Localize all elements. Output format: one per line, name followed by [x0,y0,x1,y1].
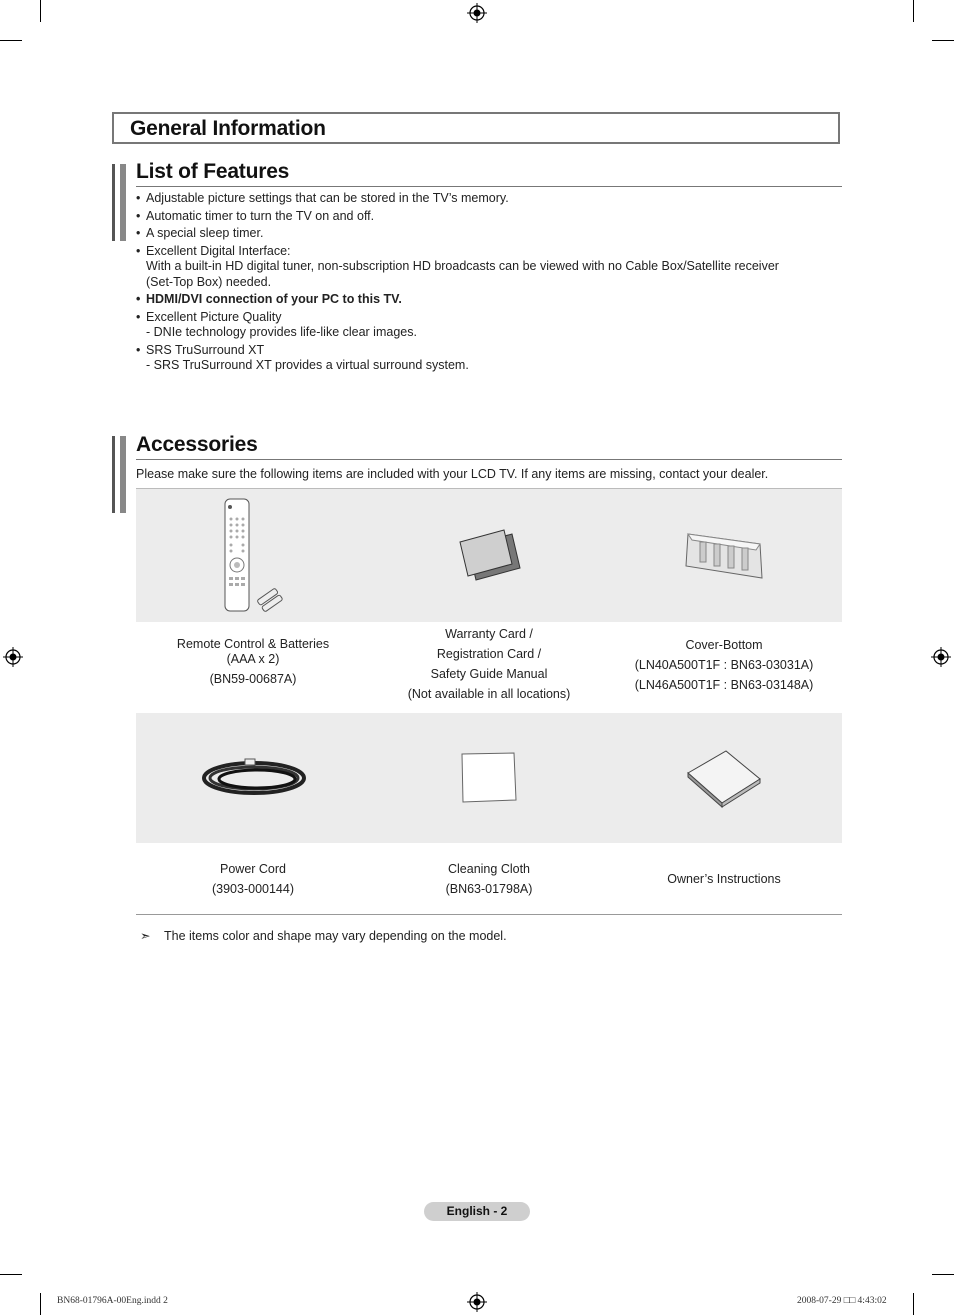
crop-mark [913,1293,914,1315]
page-number-badge: English - 2 [424,1202,530,1221]
accessories-intro: Please make sure the following items are included with your LCD TV. If any items are missing, contact your dealer. [136,467,769,481]
section-marker [112,436,126,513]
note-arrow-icon: ➣ [140,929,151,943]
crop-mark [913,0,914,22]
registration-mark-icon [467,3,487,23]
crop-mark [0,1274,22,1275]
feature-detail: - SRS TruSurround XT provides a virtual surround system. [146,358,469,372]
feature-item: • SRS TruSurround XT - SRS TruSurround XT provides a virtual surround system. [136,343,826,374]
feature-item: • Adjustable picture settings that can be stored in the TV’s memory. [136,191,826,207]
table-bottom-divider [136,914,842,915]
crop-mark [0,40,22,41]
date-slug: 2008-07-29 □□ 4:43:02 [797,1296,887,1306]
page-title: General Information [112,112,840,144]
crop-mark [40,1293,41,1315]
accessory-image [136,489,371,622]
cleaning-cloth-icon [458,750,520,806]
feature-item: • Excellent Picture Quality - DNIe technology provides life-like clear images. [136,310,826,341]
accessory-image [136,713,371,843]
crop-mark [932,1274,954,1275]
crop-mark [932,40,954,41]
feature-item: • Excellent Digital Interface: With a built-in HD digital tuner, non-subscription HD broadcasts can be viewed with no Cable Box/Satellite receiver (Set-Top Box) needed. [136,244,826,291]
section-marker [112,164,126,241]
accessory-image [606,489,842,622]
accessory-caption: Warranty Card / Registration Card / Safety Guide Manual (Not available in all locations) [407,627,571,701]
warranty-card-icon [454,528,524,584]
accessory-image [371,713,606,843]
owners-manual-icon [684,747,764,809]
feature-detail: - DNIe technology provides life-like clear images. [146,325,417,339]
accessory-image [606,713,842,843]
feature-item: • Automatic timer to turn the TV on and off. [136,209,826,225]
power-cord-icon [199,755,309,801]
feature-detail: With a built-in HD digital tuner, non-subscription HD broadcasts can be viewed with no Cable Box/Satellite receiver [146,259,779,273]
registration-mark-icon [467,1292,487,1312]
features-list [136,191,826,376]
registration-mark-icon [3,647,23,667]
note: ➣ The items color and shape may vary depending on the model. [140,929,507,943]
accessory-caption: Remote Control & Batteries (AAA x 2) (BN59-00687A) [176,637,330,686]
registration-mark-icon [931,647,951,667]
feature-detail: (Set-Top Box) needed. [146,274,272,289]
accessory-caption: Cover-Bottom (LN40A500T1F : BN63-03031A) (LN46A500T1F : BN63-03148A) [634,638,814,692]
feature-item: • HDMI/DVI connection of your PC to this TV. [136,292,826,308]
file-slug: BN68-01796A-00Eng.indd 2 [57,1296,168,1306]
accessory-caption: Cleaning Cloth (BN63-01798A) [445,862,533,896]
accessories-heading: Accessories [136,433,258,456]
features-heading: List of Features [136,160,290,183]
features-divider [136,186,842,187]
feature-item: • A special sleep timer. [136,226,826,242]
accessories-divider [136,459,842,460]
accessory-image [371,489,606,622]
crop-mark [40,0,41,22]
remote-control-icon [219,497,289,615]
accessory-caption: Owner’s Instructions [667,872,781,886]
cover-bottom-icon [682,526,766,586]
accessory-caption: Power Cord (3903-000144) [211,862,294,896]
